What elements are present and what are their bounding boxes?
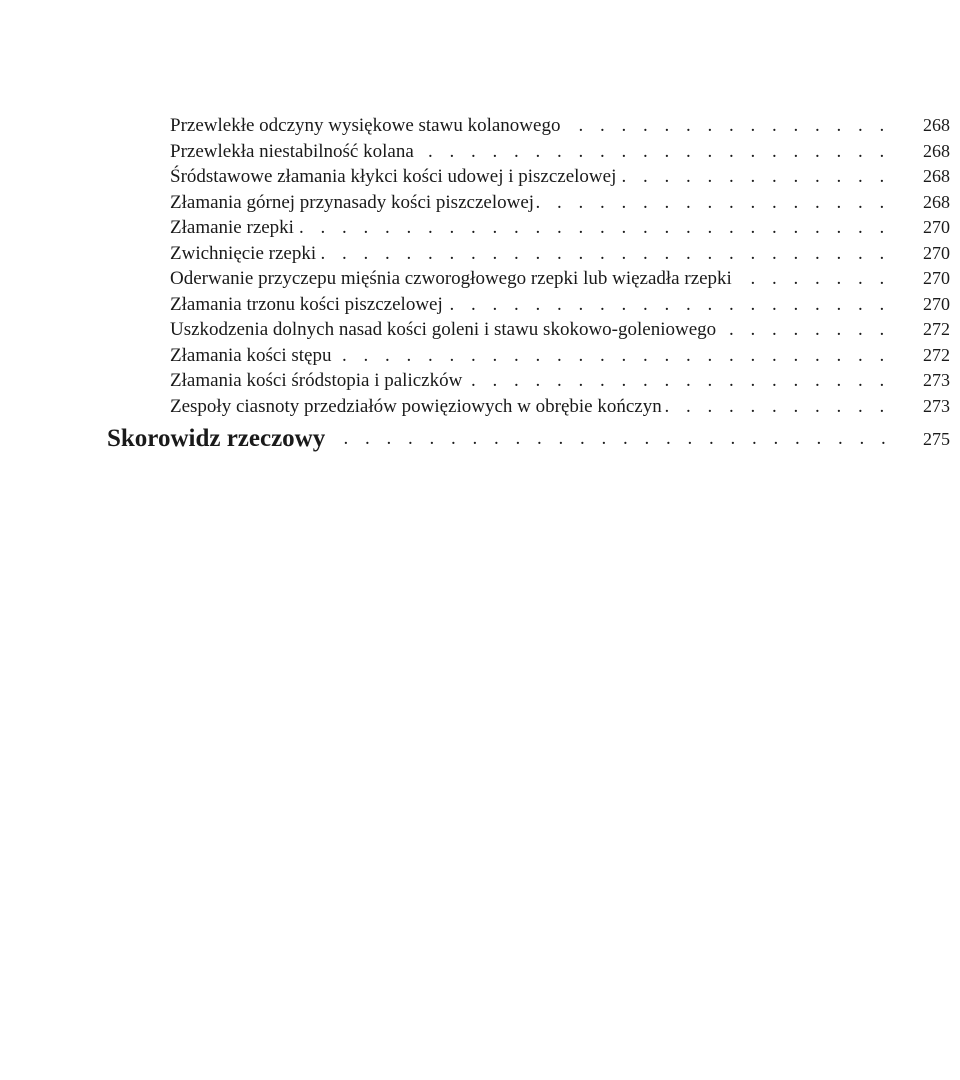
toc-entry-page: 272 xyxy=(923,344,950,365)
toc-entry-page: 270 xyxy=(923,217,950,237)
toc-entry-title: Złamania trzonu kości piszczelowej xyxy=(170,292,445,318)
toc-entry-title: Śródstawowe złamania kłykci kości udowej i piszczelowej xyxy=(170,164,618,190)
toc-entry-page: 268 xyxy=(923,115,950,135)
toc-entry-title: Uszkodzenia dolnych nasad kości goleni i stawu skokowo-goleniowego xyxy=(170,317,718,343)
toc-entry xyxy=(0,317,960,343)
toc-entry-page: 270 xyxy=(923,242,950,263)
toc-entry xyxy=(0,190,960,216)
toc-entry-title: Zespoły ciasnoty przedziałów powięziowych w obrębie kończyn xyxy=(170,394,664,420)
toc-entry xyxy=(0,343,960,369)
toc-entry-title: Złamania górnej przynasady kości piszczelowej xyxy=(170,190,536,216)
toc-entry-page: 270 xyxy=(923,268,950,288)
toc-entry xyxy=(0,368,960,394)
table-of-contents xyxy=(0,113,960,455)
toc-entry xyxy=(0,113,960,139)
toc-index-entry xyxy=(0,423,960,455)
toc-index-title: Skorowidz rzeczowy xyxy=(107,423,327,455)
toc-entry-page: 268 xyxy=(923,140,950,161)
toc-entry-title: Złamanie rzepki xyxy=(170,215,296,241)
toc-entry-title: Przewlekłe odczyny wysiękowe stawu kolanowego xyxy=(170,113,562,139)
toc-entry-title: Złamania kości śródstopia i paliczków xyxy=(170,368,464,394)
toc-entry-title: Oderwanie przyczepu mięśnia czworogłowego rzepki lub więzadła rzepki xyxy=(170,266,734,292)
toc-entry xyxy=(0,292,960,318)
toc-entry xyxy=(0,139,960,165)
toc-entry-page: 268 xyxy=(923,166,950,186)
toc-entry-page: 273 xyxy=(923,395,950,416)
toc-entry xyxy=(0,266,960,292)
toc-entry-title: Zwichnięcie rzepki xyxy=(170,241,318,267)
toc-entry-title: Przewlekła niestabilność kolana xyxy=(170,139,416,165)
toc-entry xyxy=(0,164,960,190)
toc-entry-page: 272 xyxy=(923,319,950,339)
toc-entry xyxy=(0,241,960,267)
toc-entry-page: 273 xyxy=(923,370,950,390)
toc-entry-title: Złamania kości stępu xyxy=(170,343,333,369)
toc-entry xyxy=(0,394,960,420)
toc-entry xyxy=(0,215,960,241)
toc-entry-page: 270 xyxy=(923,293,950,314)
toc-index-page: 275 xyxy=(923,429,950,449)
toc-entry-page: 268 xyxy=(923,191,950,212)
